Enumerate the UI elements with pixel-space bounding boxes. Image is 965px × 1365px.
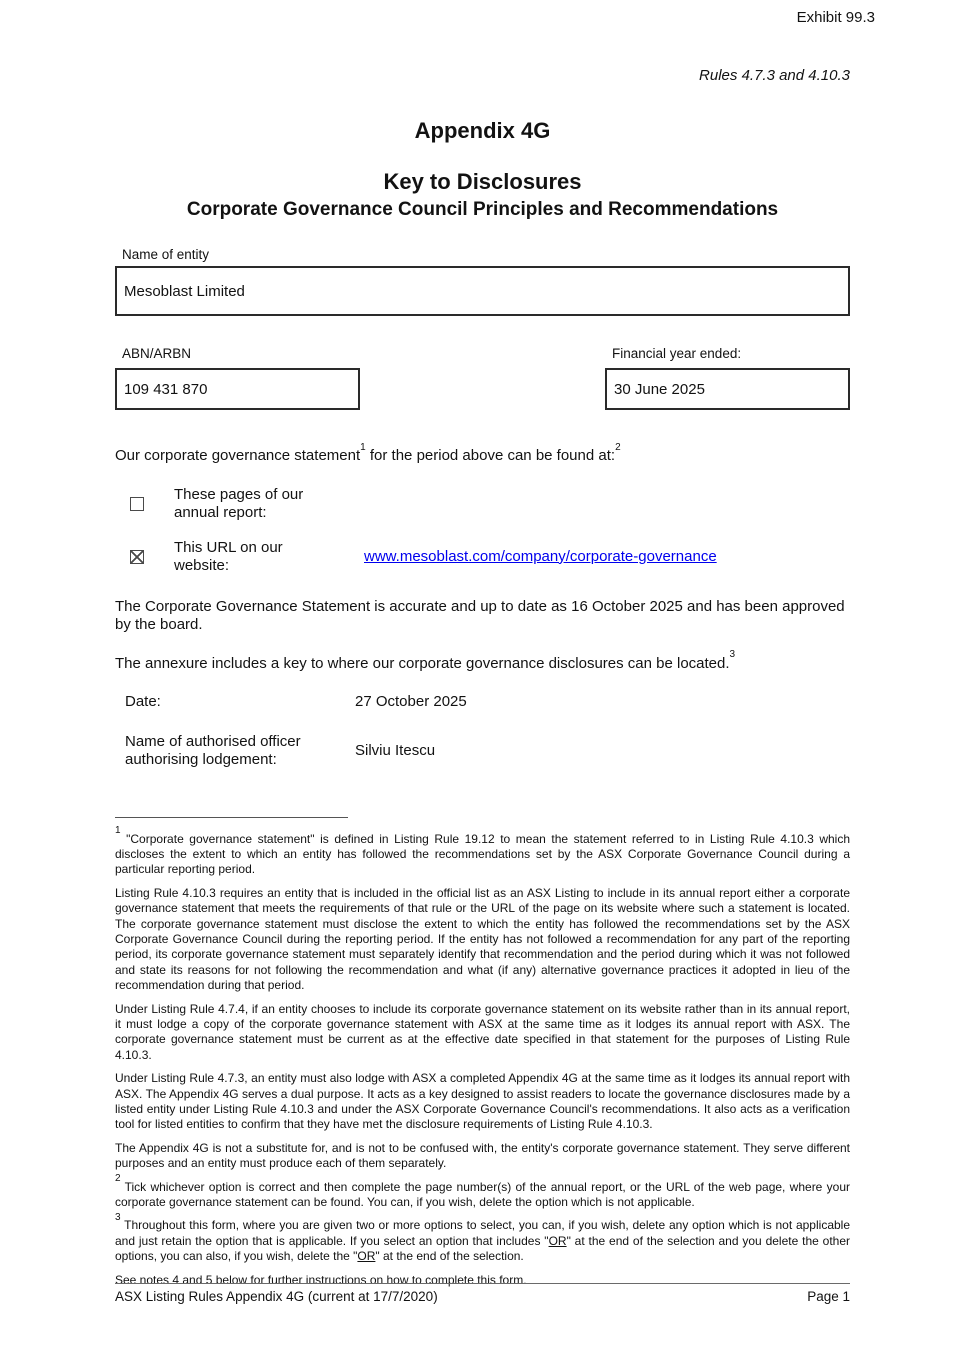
footnote-ref-3: 3	[729, 649, 736, 660]
authorised-officer-value: Silviu Itescu	[355, 741, 436, 759]
entity-name-field	[115, 266, 850, 316]
governance-url-cell	[364, 548, 717, 567]
footnote-1-marker: 1	[115, 825, 121, 836]
date-row	[115, 693, 850, 712]
option-website-url-row	[115, 539, 850, 576]
footnote-2: $^2$ Tick whichever option is correct and then complete the page number(s) of the annual report, or the URL of the web page, where your corporate governance statement can be found. You can, if you wish, delete the option which is not applicable.	[115, 1173, 850, 1210]
option-annual-report-row	[115, 486, 850, 523]
abn-label: ABN/ARBN	[122, 346, 192, 361]
option-website-url-label: This URL on our website:	[174, 538, 283, 574]
checkbox-unchecked-icon	[130, 497, 144, 511]
date-label: Date:	[125, 693, 161, 710]
subtitle-key-to-disclosures: Key to Disclosures	[383, 169, 582, 194]
footer-page-number: Page 1	[807, 1289, 850, 1304]
financial-year-column	[605, 346, 850, 410]
option-annual-report-label: These pages of our annual report:	[174, 485, 304, 521]
statement-location-intro: Our corporate governance statement$^1$ for the period above can be found at:$^2$	[115, 441, 621, 464]
footnote-1-p5: The Appendix 4G is not a substitute for, and is not to be confused with, the entity's corporate governance statement. They serve different purposes and an entity must produce each of them separately.	[115, 1140, 850, 1171]
see-notes-line: See notes 4 and 5 below for further instructions on how to complete this form.	[115, 1272, 527, 1287]
abn-fy-row	[115, 346, 850, 426]
exhibit-number: Exhibit 99.3	[796, 9, 875, 26]
abn-field	[115, 368, 360, 410]
footnote-2-marker: 2	[115, 1173, 121, 1185]
authorised-officer-row	[115, 733, 850, 770]
footer-document-id: ASX Listing Rules Appendix 4G (current at 17/7/2020)	[115, 1289, 438, 1304]
checkbox-checked-icon	[130, 550, 144, 564]
footnote-3: $^3$ Throughout this form, where you are given two or more options to select, you can, if you wish, delete any option which is not applicable and just retain the option that is applicable. If you select an option that includes "OR" at the end of the selection and you delete the other options, you can also, if you wish, delete the "OR" at the end of the selection.	[115, 1211, 850, 1264]
page-title: Appendix 4G	[414, 118, 551, 143]
footnote-ref-1: 1	[360, 441, 366, 453]
footnote-1-p1: $^1$ "Corporate governance statement" is defined in Listing Rule 19.12 to mean the statement referred to in Listing Rule 4.10.3 which discloses the extent to which an entity has followed the recommendations set by the ASX Corporate Governance Council during a particular reporting period.	[115, 825, 850, 877]
footnote-ref-2: 2	[615, 441, 621, 453]
footnote-3-marker: 3	[115, 1211, 121, 1223]
accuracy-statement: The Corporate Governance Statement is accurate and up to date as 16 October 2025 and has been approved by the board.	[115, 597, 845, 633]
footnote-1-p2: Listing Rule 4.10.3 requires an entity that is included in the official list as an ASX Listing to include in its annual report either a corporate governance statement that meets the requirements of that rule or the URL of the page on its website where such a statement is located. The corporate governance statement must disclose the extent to which the entity has followed the recommendations set by the ASX Corporate Governance Council during the reporting period. If the entity has not followed a recommendation for any part of the reporting period, its corporate governance statement must separately identify that recommendation and the period during which it was not followed and state its reasons for not following the recommendation and what (if any) alternative governance practices it adopted in lieu of the recommendation during that period.	[115, 885, 850, 993]
abn-value: 109 431 870	[124, 380, 208, 398]
footnote-1-p3: Under Listing Rule 4.7.4, if an entity chooses to include its corporate governance statement on its website rather than in its annual report, it must lodge a copy of the corporate governance statement with ASX at the same time as it lodges its annual report with ASX. The corporate governance statement must be current as at the effective date specified in that statement for the purposes of Listing Rule 4.10.3.	[115, 1001, 850, 1062]
rules-reference: Rules 4.7.3 and 4.10.3	[699, 67, 850, 84]
entity-name-value: Mesoblast Limited	[124, 282, 245, 300]
annexure-statement: The annexure includes a key to where our corporate governance disclosures can be located.$^3$	[115, 649, 736, 672]
financial-year-field	[605, 368, 850, 410]
financial-year-value: 30 June 2025	[614, 380, 705, 398]
footnotes-section	[115, 825, 850, 1289]
authorised-officer-label: Name of authorised officer authorising lodgement:	[125, 732, 301, 768]
entity-name-label: Name of entity	[122, 247, 210, 262]
financial-year-label: Financial year ended:	[612, 346, 742, 361]
footnote-separator	[115, 817, 348, 818]
footnote-1-p4: Under Listing Rule 4.7.3, an entity must also lodge with ASX a completed Appendix 4G at the same time as it lodges its annual report with ASX. The Appendix 4G serves a dual purpose. It acts as a key designed to assist readers to locate the governance disclosures made by a listed entity under Listing Rule 4.10.3 and under the ASX Corporate Governance Council's recommendations. It also acts as a verification tool for listed entities to confirm that they have met the disclosure requirements of Listing Rule 4.10.3.	[115, 1071, 850, 1132]
subtitle-principles-recommendations: Corporate Governance Council Principles and Recommendations	[186, 199, 779, 220]
page-footer	[115, 1283, 850, 1304]
governance-url-link[interactable]: www.mesoblast.com/company/corporate-governance	[364, 547, 717, 565]
abn-column	[115, 346, 360, 410]
date-value: 27 October 2025	[355, 693, 467, 710]
